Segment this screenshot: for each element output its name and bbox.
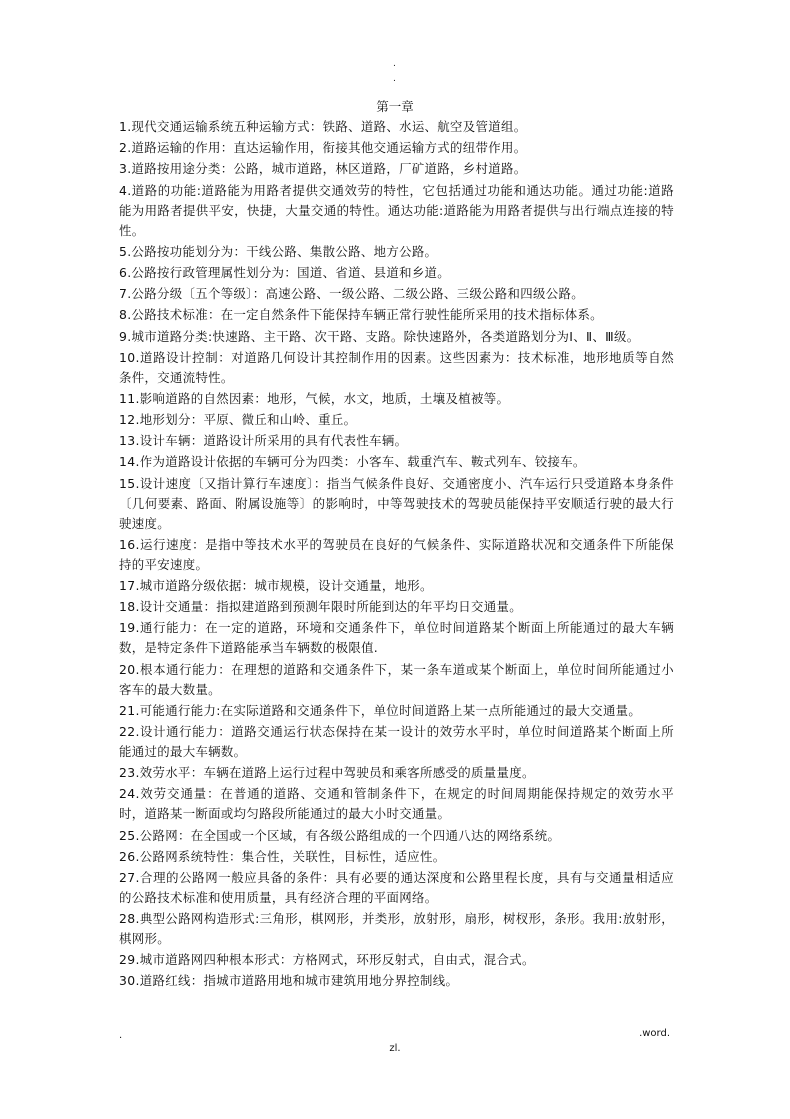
- paragraph-23: 23.效劳水平：车辆在道路上运行过程中驾驶员和乘客所感受的质量量度。: [119, 765, 535, 781]
- paragraph-28: 28.典型公路网构造形式:三角形，棋网形，并类形，放射形，扇形，树杈形，条形。我用:放射形，棋网形。: [119, 911, 674, 947]
- paragraph-10: 10.道路设计控制：对道路几何设计其控制作用的因素。这些因素为：技术标准，地形地质等自然条件，交通流特性。: [119, 349, 674, 385]
- paragraph-4: 4.道路的功能:道路能为用路者提供交通效劳的特性，它包括通过功能和通达功能。通过功能:道路能为用路者提供平安，快捷，大量交通的特性。通达功能:道路能为用路者提供与出行端点连接的特性。: [119, 182, 674, 238]
- header-dot: .: [393, 74, 396, 84]
- paragraph-16: 16.运行速度：是指中等技术水平的驾驶员在良好的气候条件、实际道路状况和交通条件下所能保持的平安速度。: [119, 536, 674, 572]
- paragraph-22: 22.设计通行能力：道路交通运行状态保持在某一设计的效劳水平时，单位时间道路某个断面上所能通过的最大车辆数。: [119, 723, 674, 759]
- paragraph-11: 11.影响道路的自然因素：地形，气候，水文，地质，土壤及植被等。: [119, 390, 510, 406]
- paragraph-17: 17.城市道路分级依据：城市规模，设计交通量，地形。: [119, 578, 433, 593]
- paragraph-5: 5.公路按功能划分为：干线公路、集散公路、地方公路。: [119, 243, 438, 259]
- footer-right-mark: .word.: [639, 1028, 670, 1039]
- paragraph-21: 21.可能通行能力:在实际道路和交通条件下，单位时间道路上某一点所能通过的最大交通量。: [119, 702, 642, 718]
- paragraph-2: 2.道路运输的作用：直达运输作用，衔接其他交通运输方式的纽带作用。: [119, 140, 527, 156]
- chapter-title: 第一章: [376, 99, 414, 114]
- document-body: [119, 117, 674, 993]
- paragraph-13: 13.设计车辆：道路设计所采用的具有代表性车辆。: [119, 433, 408, 449]
- paragraph-9: 9.城市道路分类:快速路、主干路、次干路、支路。除快速路外，各类道路划分为Ⅰ、Ⅱ、Ⅲ级。: [119, 328, 640, 344]
- paragraph-27: 27.合理的公路网一般应具备的条件：具有必要的通达深度和公路里程长度，具有与交通量相适应的公路技术标准和使用质量，具有经济合理的平面网络。: [119, 869, 674, 905]
- paragraph-25: 25.公路网：在全国或一个区域，有各级公路组成的一个四通八达的网络系统。: [119, 827, 561, 843]
- paragraph-7: 7.公路分级〔五个等级〕：高速公路、一级公路、二级公路、三级公路和四级公路。: [119, 286, 584, 302]
- paragraph-19: 19.通行能力：在一定的道路，环境和交通条件下，单位时间道路某个断面上所能通过的最大车辆数，是特定条件下道路能承当车辆数的极限值.: [119, 620, 674, 656]
- paragraph-8: 8.公路技术标准：在一定自然条件下能保持车辆正常行驶性能所采用的技术指标体系。: [119, 307, 603, 323]
- paragraph-20: 20.根本通行能力：在理想的道路和交通条件下，某一条车道或某个断面上，单位时间所能通过小客车的最大数量。: [119, 661, 674, 697]
- footer-left-mark: .: [119, 1030, 123, 1041]
- paragraph-18: 18.设计交通量：指拟建道路到预测年限时所能到达的年平均日交通量。: [119, 599, 522, 615]
- header-dot: .: [393, 59, 396, 69]
- paragraph-1: 1.现代交通运输系统五种运输方式：铁路、道路、水运、航空及管道组。: [119, 119, 527, 134]
- paragraph-12: 12.地形划分：平原、微丘和山岭、重丘。: [119, 412, 357, 428]
- paragraph-6: 6.公路按行政管理属性划分为：国道、省道、县道和乡道。: [119, 264, 451, 280]
- paragraph-15: 15.设计速度〔又指计算行车速度〕：指当气候条件良好、交通密度小、汽车运行只受道路本身条件〔几何要素、路面、附属设施等〕的影响时，中等驾驶技术的驾驶员能保持平安顺适行驶的最大行驶速度。: [119, 475, 674, 531]
- paragraph-24: 24.效劳交通量：在普通的道路、交通和管制条件下，在规定的时间周期能保持规定的效劳水平时，道路某一断面或均匀路段所能通过的最大小时交通量。: [119, 786, 674, 822]
- footer-center-mark: zl.: [389, 1043, 401, 1054]
- paragraph-3: 3.道路按用途分类：公路，城市道路，林区道路，厂矿道路，乡村道路。: [119, 161, 527, 177]
- paragraph-14: 14.作为道路设计依据的车辆可分为四类：小客车、载重汽车、鞍式列车、铰接车。: [119, 454, 586, 470]
- paragraph-29: 29.城市道路网四种根本形式：方格网式，环形反射式，自由式，混合式。: [119, 952, 535, 968]
- paragraph-26: 26.公路网系统特性：集合性，关联性，目标性，适应性。: [119, 848, 446, 864]
- paragraph-30: 30.道路红线：指城市道路用地和城市建筑用地分界控制线。: [119, 973, 459, 989]
